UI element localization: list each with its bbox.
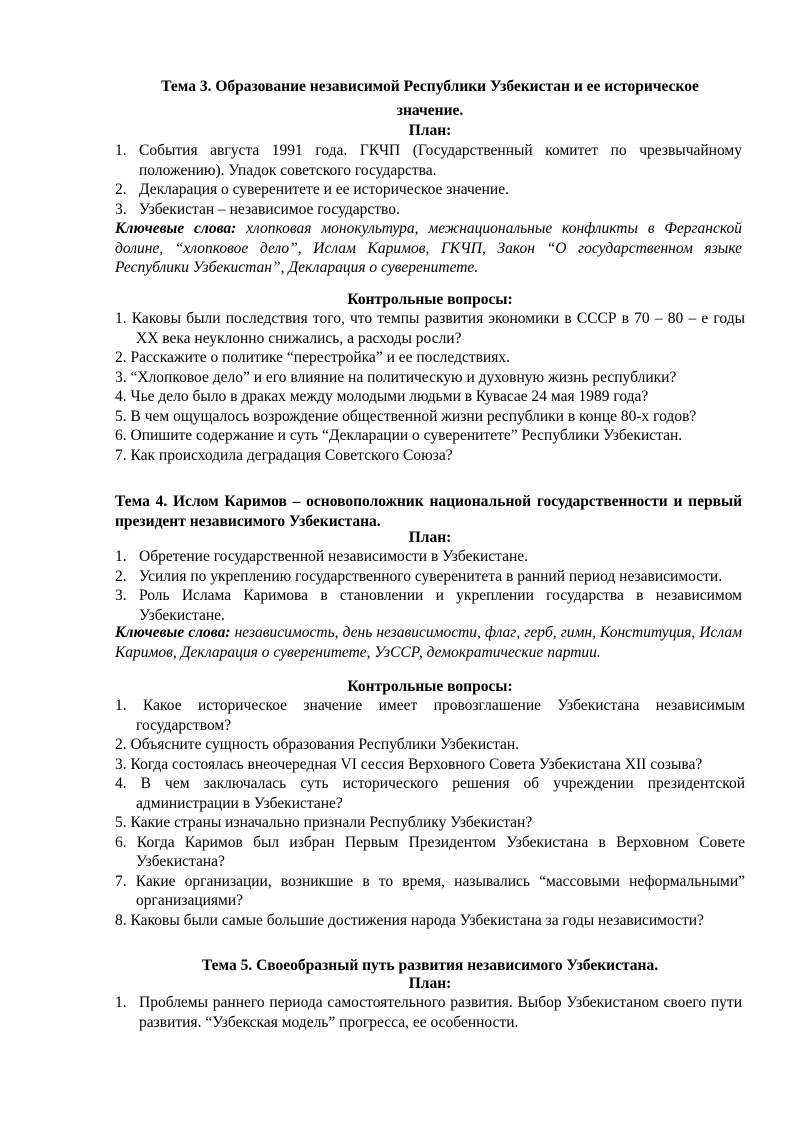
plan-item [115,586,742,625]
plan-item-number: 3. [115,587,127,604]
plan-item [115,141,742,180]
keywords-label: Ключевые слова: [115,624,231,641]
topic-3-title [115,77,745,97]
topic-4-questions-list [115,696,745,930]
plan-item-number: 3. [115,200,127,218]
question-item: 4. В чем заключалась суть исторического решения об учреждении президентской администрации в Узбекистане? [115,775,745,812]
plan-item [115,567,742,587]
topic-3-keywords [115,219,742,278]
question-item: 2. Объясните сущность образования Республики Узбекистан. [115,736,520,753]
topic-4-title: Тема 4. Ислом Каримов – основоположник национальной государственности и первый президент независимого Узбекистана. [115,493,742,530]
topic-5-plan-list [115,993,742,1032]
plan-item-text: Усилия по укреплению государственного суверенитета в ранний период независимости. [139,567,723,585]
topic-3-questions-heading: Контрольные вопросы: [347,291,513,308]
keywords-text: независимость, день независимости, флаг, герб, гимн, Конституция, Ислам Каримов, Декларация о суверенитете, УзССР, демократические партии. [115,624,742,661]
plan-item-text: Роль Ислама Каримова в становлении и укреплении государства в независимом Узбекистане. [139,587,742,624]
plan-item-text: Обретение государственной независимости в Узбекистане. [139,548,529,565]
question-item: 2. Расскажите о политике “перестройка” и ее последствиях. [115,349,511,366]
question-item: 7. Как происходила деградация Советского Союза? [115,446,453,464]
question-item: 4. Чье дело было в драках между молодыми людьми в Кувасае 24 мая 1989 года? [115,388,649,405]
topic-4-plan-list [115,547,742,625]
topic-3-title-line2: значение. [396,102,464,119]
topic-4-questions-heading: Контрольные вопросы: [347,678,513,695]
topic-3-plan-list [115,141,742,219]
plan-item [115,200,742,220]
plan-item-number: 2. [115,181,127,198]
question-item: 1. Каковы были последствия того, что темпы развития экономики в СССР в 70 – 80 – е годы XX века неуклонно снижались, а расходы росли? [115,310,745,347]
plan-item [115,547,742,567]
plan-item-number: 2. [115,567,127,585]
question-item: 7. Какие организации, возникшие в то время, назывались “массовыми неформальными” организациями? [115,872,745,909]
topic-5-plan-heading: План: [408,975,452,992]
plan-item-number: 1. [115,994,127,1011]
topic-5-title: Тема 5. Своеобразный путь развития независимого Узбекистана. [201,957,659,974]
topic-3-questions-list [115,309,745,465]
plan-item [115,993,742,1032]
question-item: 3. “Хлопковое дело” и его влияние на политическую и духовную жизнь республики? [115,368,677,386]
question-item: 5. Какие страны изначально признали Республику Узбекистан? [115,814,533,831]
question-item: 5. В чем ощущалось возрождение общественной жизни республики в конце 80-х годов? [115,407,697,425]
topic-4-plan-heading: План: [408,529,452,546]
plan-item-text: Декларация о суверенитете и ее историческое значение. [139,181,509,198]
question-item: 8. Каковы были самые большие достижения народа Узбекистана за годы независимости? [115,911,704,929]
plan-item-text: События августа 1991 года. ГКЧП (Государственный комитет по чрезвычайному положению). Упадок советского государства. [139,142,742,179]
question-item: 6. Опишите содержание и суть “Декларации о суверенитете” Республики Узбекистан. [115,427,683,444]
plan-item-number: 1. [115,142,127,159]
topic-4-keywords [115,623,742,662]
plan-item [115,180,742,200]
plan-item-text: Узбекистан – независимое государство. [139,200,400,218]
question-item: 6. Когда Каримов был избран Первым Президентом Узбекистана в Верховном Совете Узбекистана? [115,833,745,870]
question-item: 3. Когда состоялась внеочередная VI сессия Верховного Совета Узбекистана XII созыва? [115,755,703,773]
keywords-text: хлопковая монокультура, межнациональные конфликты в Ферганской долине, “хлопковое дело”, Ислам Каримов, ГКЧП, Закон “О государственном языке Республики Узбекистан”, Декларация о суверенитете. [115,220,743,276]
keywords-label: Ключевые слова: [115,220,237,237]
plan-item-number: 1. [115,548,127,565]
topic-3-plan-heading: План: [408,122,452,139]
plan-item-text: Проблемы раннего периода самостоятельного развития. Выбор Узбекистаном своего пути развития. “Узбекская модель” прогресса, ее особенности. [139,994,742,1031]
question-item: 1. Какое историческое значение имеет провозглашение Узбекистана независимым государством? [115,697,745,734]
topic-3-title-line1: Тема 3. Образование независимой Республики Узбекистан и ее историческое [161,78,699,95]
